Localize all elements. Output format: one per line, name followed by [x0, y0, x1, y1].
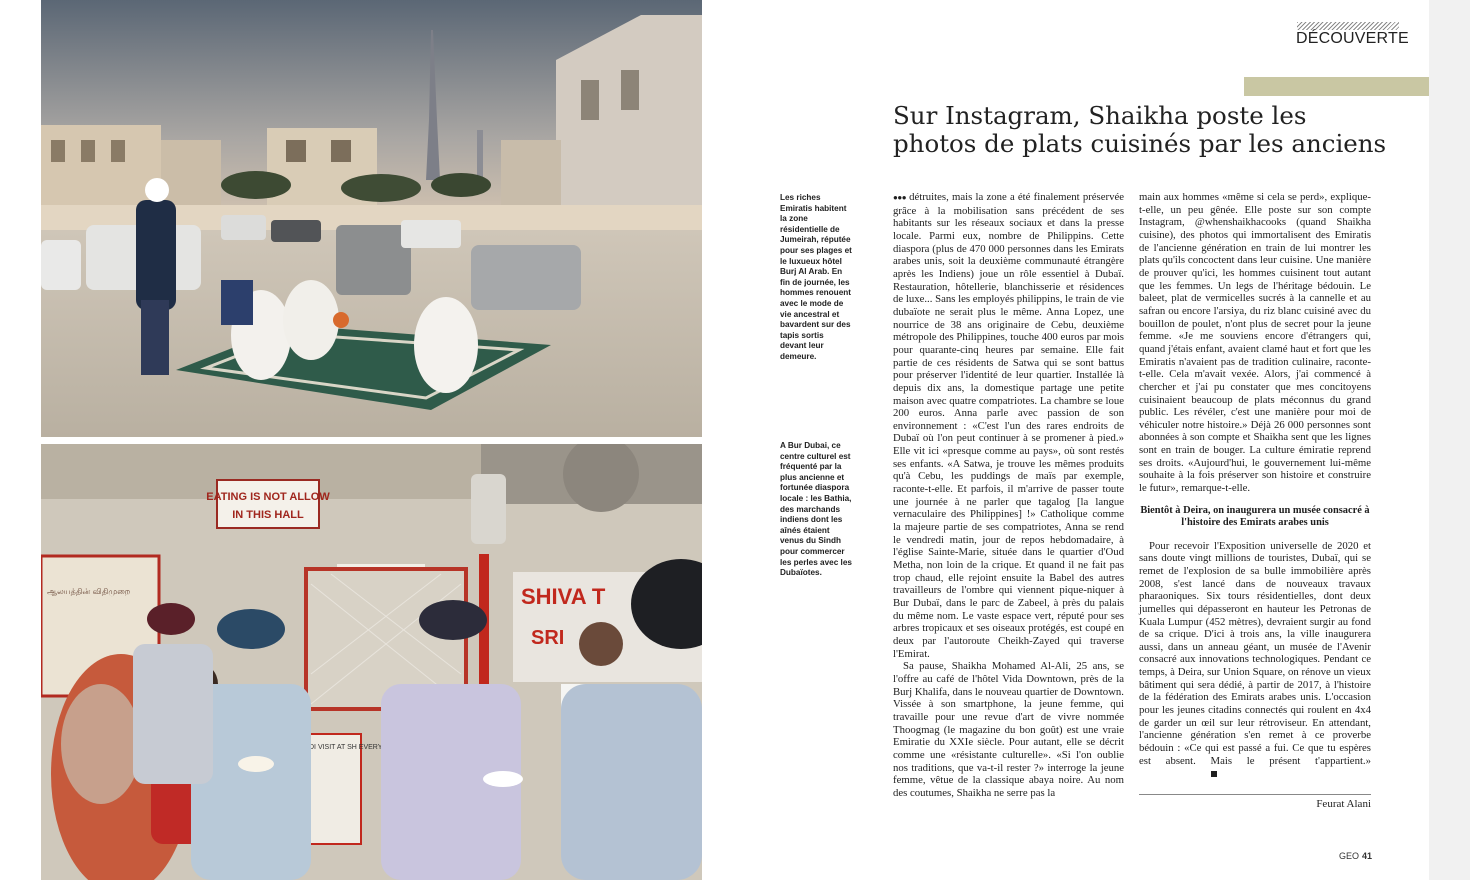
photo-bur-dubai-hall: [41, 444, 702, 880]
photo-tamil-poster: ஆலயத்தின் விதிமுறை: [47, 587, 131, 596]
author-byline: Feurat Alani: [1316, 798, 1371, 810]
article-paragraph: main aux hommes «même si cela se perd», explique-t-elle, un peu gênée. Elle poste sur son compte Instagram, @whenshaikhacooks (quand Shaikha cuisine), des photos qui immortalisent des Emiratis de l'ancienne génération en train de lui montrer les plats qu'ils concoctent dans leur cuisine. Une manière de prouver qu'ici, les hommes cuisinent tout autant que les femmes. Un legs de l'héritage bédouin. Le baleet, plat de vermicelles sucrés à la cannelle et au safran ou encore l'arsiya, du riz blanc cuisiné avec du bouillon de poulet, n'ont plus de secret pour la jeune femme. «Je me souviens encore d'étrangers qui, quand j'étais enfant, avaient clamé haut et fort que les Emiratis n'avaient pas de tradition culinaire, raconte-t-elle. Cela m'avait vexée. Alors, j'ai commencé à chercher et j'ai pu constater que mes concitoyens cuisinaient beaucoup de plats méconnus du grand public. Les révéler, c'est une manière pour moi de véhiculer notre histoire.» Déjà 26 000 personnes sont abonnées à son compte et Shaikha sent que les lignes sont en train de bouger. La culture émiratie reprend ses droits. «Aujourd'hui, le gouvernement lui-même souhaite à la fois préserver son histoire et construire le futur», remarque-t-elle.: [1139, 191, 1371, 495]
continuation-bullets: ●●●: [893, 193, 907, 202]
headline: Sur Instagram, Shaikha poste les photos de plats cuisinés par les anciens: [893, 101, 1387, 158]
section-label: DÉCOUVERTE: [1296, 30, 1409, 47]
paragraph-text: détruites, mais la zone a été finalement préservée grâce à la mobilisation sans précédent de ses habitants sur les réseaux sociaux et dans la presse locale. Parmi eux, nombre de Philippins. Cette diaspora (plus de 470 000 personnes dans les Emirats arabes unis, soit la deuxième communauté étrangère après les Indiens) joue un rôle essentiel à Dubaï. Restauration, hôtellerie, blanchisserie et résidences de luxe... Sans les employés philippins, le train de vie dubaïote ne serait plus le même. Anna Lopez, une nourrice de 38 ans originaire de Cebu, deuxième métropole des Philippines, touche 400 euros par mois pour quarante-cinq heures par semaine. Elle fait partie de ces résidents de Satwa qui se sont battus pour préserver l'identité de leur quartier. Installée là depuis dix ans, la domestique partage une petite maison avec quatre compatriotes. La chambre se loue 200 euros. Anna parle avec passion de son environnement : «C'est l'un des rares endroits de Dubaï où l'on peut continuer à se promener à pied.» Elle vit ici «presque comme au pays», où sont restés ses enfants. «A Satwa, je trouve les mêmes produits qu'à Cebu, les puddings de maïs par exemple, raconte-t-elle. Et parfois, il m'arrive de passer toute une journée à ne parler que tagalog [la langue vernaculaire des Philippines] !» Catholique comme la majeure partie de ses compatriotes, Anna se rend le vendredi matin, jour de repos hebdomadaire, à l'église Sainte-Marie, située dans le quartier d'Oud Metha, non loin de la crique. Et quand il ne fait pas trop chaud, elle rejoint ensuite la Babel des autres travailleurs de l'ombre qui viennent pique-niquer à Bur Dubaï, dans le parc de Zabeel, à près du palais du même nom. Le vaste espace vert, réputé pour ses arbres tropicaux et ses oiseaux protégés, est coupé en deux par l'autoroute Cheikh-Zayed qui traverse l'Emirat.: [893, 191, 1124, 660]
magazine-name: GEO: [1338, 851, 1359, 861]
article-paragraph: [893, 191, 1124, 660]
caption-top-photo: Les riches Emiratis habitent la zone résidentielle de Jumeirah, réputée pour ses plages et le luxueux hôtel Burj Al Arab. En fin de journée, les hommes renouent avec le mode de vie ancestral et bavardent sur des tapis sortis devant leur demeure.: [780, 193, 852, 361]
folio: [1330, 851, 1372, 861]
paragraph-text: Pour recevoir l'Exposition universelle de 2020 et sans doute vingt millions de touristes, Dubaï, qui se remet de l'explosion de sa bulle immobilière après 2008, s'est lancé dans de nouveaux travaux pharaoniques. Six tours résidentielles, dont deux jumelles qui dépasseront en hauteur les Petronas de Kuala Lumpur (452 mètres), devraient surgir au fond de sa crique. D'ici à trois ans, la ville inaugurera aussi, dans un anneau géant, un musée de l'Avenir consacré aux innovations technologiques. Pendant ce temps, à Deira, sur Union Square, on rénove un vieux bâtiment qui sera dédié, à partir de 2017, à l'histoire de la fédération des Emirats arabes unis. L'occasion pour les jeunes citadins connectés qui roulent en 4x4 de garder un œil sur leur rétroviseur. En attendant, l'ancienne génération s'en remet à ce proverbe bédouin : «Ce qui est passé a fui. Ce que tu espères est absent. Mais le présent t'appartient.»: [1139, 539, 1371, 767]
photo-bur-dubai-image: [41, 444, 702, 880]
accent-bar: [1244, 77, 1429, 96]
end-mark: [1211, 771, 1217, 777]
section-hatch-ornament: [1297, 22, 1399, 30]
page-number: 41: [1361, 851, 1372, 861]
photo-notice: DI VISIT AT SH EVERY: [309, 744, 383, 751]
article-paragraph: Sa pause, Shaikha Mohamed Al-Ali, 25 ans, se l'offre au café de l'hôtel Vida Downtown, près de la Burj Khalifa, dans le nouveau quartier de Downtown. Vissée à son smartphone, la jeune femme, qui travaille pour une revue d'art de vivre nommée Thoogmag (le magazine du bon goût) est une vraie Emiratie du XXIe siècle. Pour autant, elle se décrit comme une «résistante culturelle». «Si l'on oublie nos traditions, que va-t-il rester ?» interroge la jeune femme, vêtue de la classique abaya noire. Au nom des coutumes, Shaikha ne serre pas la: [893, 660, 1124, 799]
photo-banner: SHIVA T: [521, 584, 606, 609]
photo-jumeirah-image: [41, 0, 702, 437]
article-column-2: [1139, 191, 1371, 780]
photo-banner2: SRI: [531, 627, 565, 649]
author-rule: [1139, 794, 1371, 795]
article-column-1: [893, 191, 1124, 800]
page-edge: [1429, 0, 1470, 880]
photo-sign-line2: IN THIS HALL: [232, 509, 304, 521]
photo-sign-line1: EATING IS NOT ALLOW: [206, 491, 330, 503]
photo-jumeirah-evening: [41, 0, 702, 437]
article-paragraph-final: [1139, 540, 1371, 780]
caption-bottom-photo: A Bur Dubai, ce centre culturel est fréquenté par la plus ancienne et fortunée diaspora locale : les Bathia, des marchands indiens dont les aînés étaient venus du Sindh pour commercer les perles avec les Dubaïotes.: [780, 441, 852, 578]
article-subheading: Bientôt à Deira, on inaugurera un musée consacré à l'histoire des Emirats arabes unis: [1140, 504, 1370, 529]
